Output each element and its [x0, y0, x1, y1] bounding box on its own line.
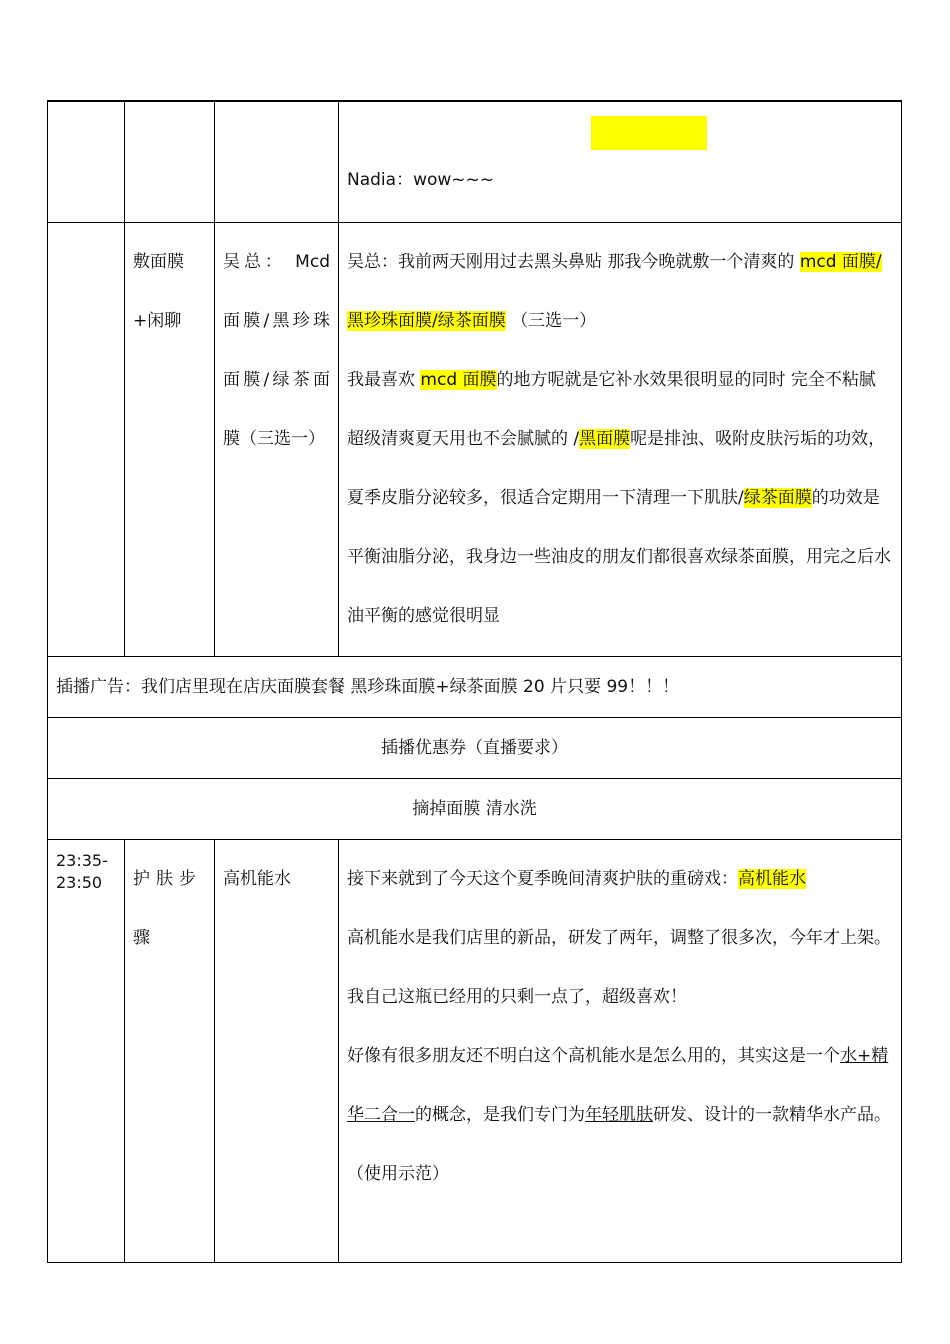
script-text [339, 840, 901, 1214]
underlined-term: 水+精华二合一 [347, 1046, 889, 1125]
script-fragment: 吴总：我前两天刚用过去黑头鼻贴 那我今晚就敷一个清爽的 [347, 252, 800, 272]
product-text: 高机能水 [223, 869, 291, 889]
script-fragment: （使用示范） [347, 1164, 449, 1184]
table-row [48, 223, 902, 657]
time-cell [48, 223, 125, 657]
table-row [48, 840, 902, 1263]
segment-cell [125, 223, 215, 657]
script-fragment: 好像有很多朋友还不明白这个高机能水是怎么用的，其实这是一个 [347, 1046, 840, 1066]
ad-cell [48, 657, 902, 718]
script-fragment: 高机能水是我们店里的新品，研发了两年，调整了很多次，今年才上架。我自己这瓶已经用的只剩一点了，超级喜欢！ [347, 928, 891, 1007]
table-row [48, 657, 902, 718]
script-cell [339, 840, 902, 1263]
coupon-text: 插播优惠券（直播要求） [381, 738, 568, 758]
product-cell [215, 840, 339, 1263]
highlighted-product: mcd 面膜/黑珍珠面膜/绿茶面膜 [347, 252, 882, 331]
highlighted-product: 绿茶面膜 [743, 488, 812, 508]
script-fragment: 呢是排浊、吸附皮肤污垢的功效，夏季皮脂分泌较多，很适合定期用一下清理一下肌肤/ [347, 429, 886, 508]
table-row [48, 779, 902, 840]
ad-text: 插播广告：我们店里现在店庆面膜套餐 黑珍珠面膜+绿茶面膜 20 片只要 99！！！ [56, 677, 680, 697]
segment-text: 敷面膜+闲聊 [133, 252, 184, 331]
nadia-line: Nadia：wow~~~ [347, 170, 495, 190]
script-fragment: 的地方呢就是它补水效果很明显的同时 完全不粘腻 超级清爽夏天用也不会腻腻的 / [347, 370, 876, 449]
remove-mask-cell [48, 779, 902, 840]
table-row [48, 718, 902, 779]
script-text [339, 223, 901, 656]
script-fragment: 我最喜欢 [347, 370, 421, 390]
highlighted-product: 黑面膜 [579, 429, 631, 449]
highlighted-product: 高机能水 [738, 869, 806, 889]
product-text: 吴总： Mcd 面膜/黑珍珠面膜/绿茶面膜（三选一） [223, 252, 330, 449]
coupon-cell [48, 718, 902, 779]
time-cell [48, 840, 125, 1263]
script-fragment: （三选一） [505, 311, 597, 331]
script-cell [339, 102, 902, 223]
remove-mask-text: 摘掉面膜 清水洗 [412, 799, 537, 819]
script-cell [339, 223, 902, 657]
segment-cell [125, 840, 215, 1263]
script-table [47, 101, 902, 1263]
product-cell [215, 102, 339, 223]
script-fragment: 接下来就到了今天这个夏季晚间清爽护肤的重磅戏： [347, 869, 738, 889]
segment-text: 护肤步骤 [133, 869, 202, 948]
product-cell [215, 223, 339, 657]
underlined-term: 年轻肌肤 [585, 1105, 653, 1125]
highlighted-product: mcd 面膜 [420, 370, 497, 390]
segment-cell [125, 102, 215, 223]
script-fragment: 的概念，是我们专门为 [415, 1105, 585, 1125]
highlight-block [591, 116, 707, 150]
script-fragment: 的功效是平衡油脂分泌，我身边一些油皮的朋友们都很喜欢绿茶面膜，用完之后水油平衡的感觉很明显 [347, 488, 891, 626]
time-text: 23:35-23:50 [56, 851, 108, 892]
time-cell [48, 102, 125, 223]
table-row [48, 102, 902, 223]
script-fragment: 研发、设计的一款精华水产品。 [653, 1105, 891, 1125]
